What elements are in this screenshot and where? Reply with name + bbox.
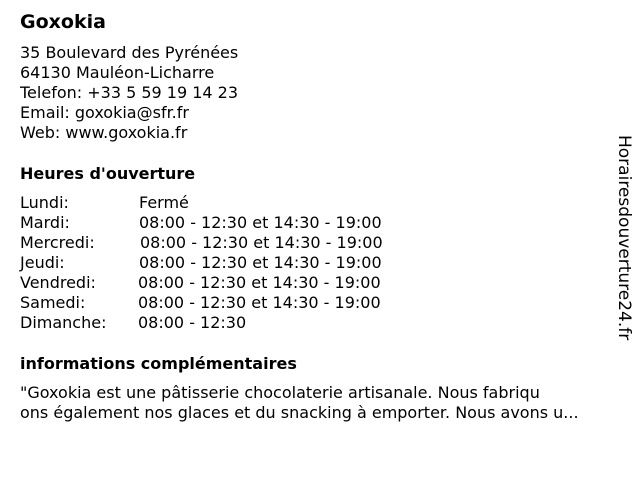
hours-time-value: 08:00 - 12:30 — [138, 313, 247, 332]
info-heading: informations complémentaires — [20, 354, 297, 373]
hours-time-value: 08:00 - 12:30 et 14:30 - 19:00 — [138, 273, 381, 292]
contact-block — [20, 43, 238, 143]
phone-text: Telefon: +33 5 59 19 14 23 — [20, 83, 239, 102]
hours-time-value: Fermé — [139, 193, 189, 212]
hours-day-label: Vendredi: — [20, 273, 96, 292]
info-description — [20, 383, 579, 423]
hours-time-value: 08:00 - 12:30 et 14:30 - 19:00 — [139, 253, 382, 272]
hours-time-value: 08:00 - 12:30 et 14:30 - 19:00 — [138, 293, 381, 312]
hours-day-label: Mardi: — [20, 213, 70, 232]
business-name: Goxokia — [20, 11, 106, 33]
hours-day-label: Dimanche: — [20, 313, 107, 332]
email-text: Email: goxokia@sfr.fr — [20, 103, 189, 122]
hours-time-value: 08:00 - 12:30 et 14:30 - 19:00 — [139, 213, 382, 232]
hours-day-label: Lundi: — [20, 193, 69, 212]
address-line-2: 64130 Mauléon-Licharre — [20, 63, 215, 82]
address-line-1: 35 Boulevard des Pyrénées — [20, 43, 239, 62]
hours-heading: Heures d'ouverture — [20, 164, 196, 183]
hours-day-label: Jeudi: — [20, 253, 65, 272]
web-text: Web: www.goxokia.fr — [20, 123, 188, 142]
info-line-2: ons également nos glaces et du snacking à emporter. Nous avons u... — [20, 403, 579, 422]
site-watermark: Horairesdouverture24.fr — [614, 135, 634, 341]
info-line-1: "Goxokia est une pâtisserie chocolaterie artisanale. Nous fabriqu — [20, 383, 540, 402]
hours-day-label: Mercredi: — [20, 233, 95, 252]
hours-day-label: Samedi: — [20, 293, 86, 312]
hours-time-value: 08:00 - 12:30 et 14:30 - 19:00 — [140, 233, 383, 252]
